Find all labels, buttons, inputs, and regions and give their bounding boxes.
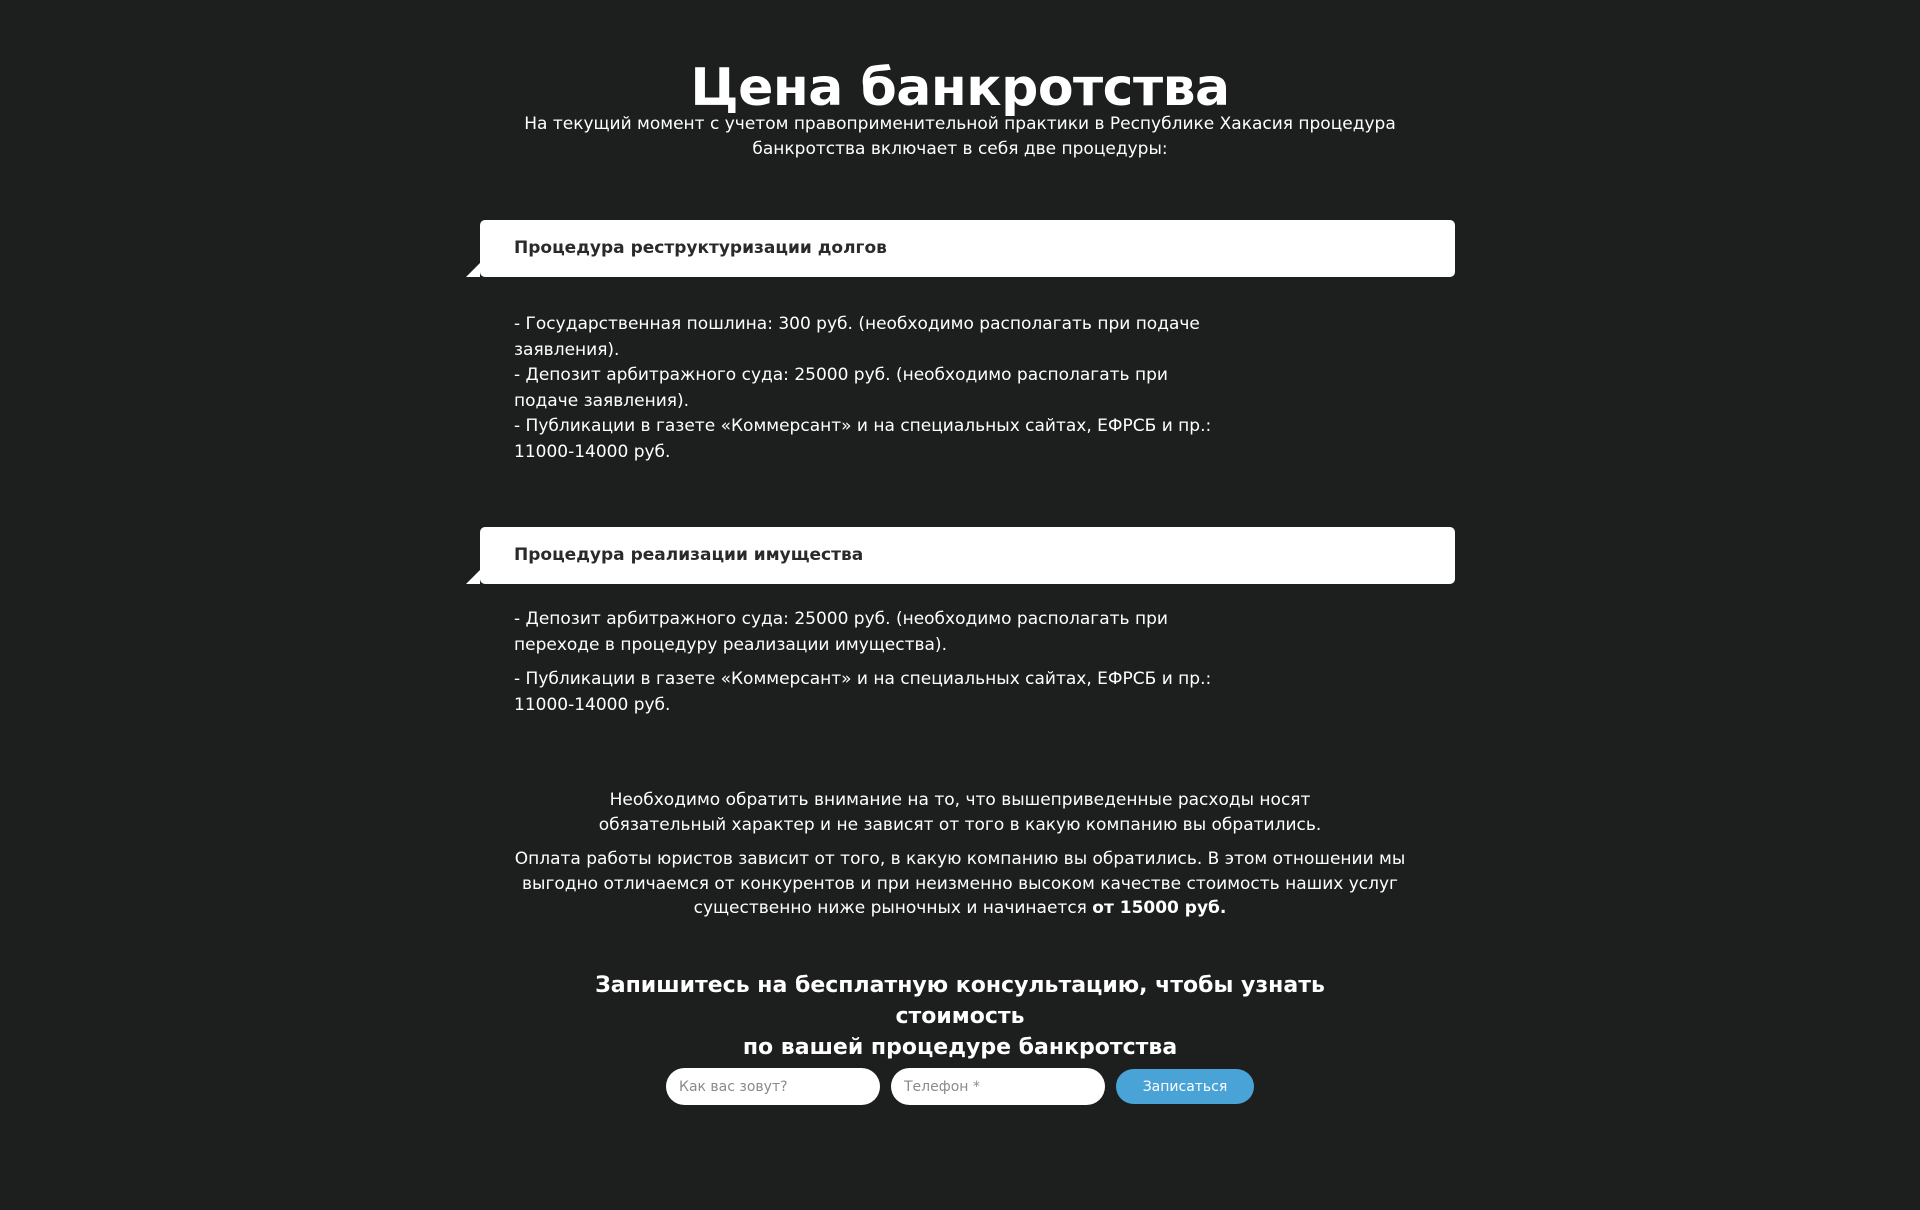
section-heading-restructuring: Процедура реструктуризации долгов — [480, 220, 1455, 277]
phone-input[interactable] — [891, 1068, 1105, 1105]
lawyer-fees-note — [500, 847, 1420, 921]
list-item: - Депозит арбитражного суда: 25000 руб. (необходимо располагать при подаче заявления). — [514, 365, 1168, 411]
list-item: - Публикации в газете «Коммерсант» и на специальных сайтах, ЕФРСБ и пр.: 11000-14000 руб. — [514, 669, 1212, 715]
consultation-cta — [540, 970, 1380, 1063]
submit-button[interactable]: Записаться — [1116, 1069, 1254, 1104]
list-item: - Государственная пошлина: 300 руб. (необходимо располагать при подаче заявления). — [514, 314, 1200, 360]
asset-sale-costs-list — [514, 607, 1234, 727]
price-from: от 15000 руб. — [1092, 898, 1227, 918]
list-item: - Публикации в газете «Коммерсант» и на специальных сайтах, ЕФРСБ и пр.: 11000-14000 руб. — [514, 416, 1212, 462]
section-heading-asset-sale: Процедура реализации имущества — [480, 527, 1455, 584]
list-item: - Депозит арбитражного суда: 25000 руб. (необходимо располагать при переходе в процедуру реализации имущества). — [514, 609, 1168, 655]
cta-line-1: Запишитесь на бесплатную консультацию, чтобы узнать стоимость — [595, 973, 1325, 1029]
lawyer-fees-text: Оплата работы юристов зависит от того, в какую компанию вы обратились. В этом отношении мы выгодно отличаемся от конкурентов и при неизменно высоком качестве стоимость наших услуг существенно ниже рыночных и начинается — [514, 849, 1406, 918]
intro-text: На текущий момент с учетом правоприменительной практики в Республике Хакасия процедура банкротства включает в себя две процедуры: — [524, 114, 1396, 159]
consultation-form — [666, 1068, 1254, 1105]
cta-line-2: по вашей процедуре банкротства — [742, 1035, 1178, 1060]
page-title: Цена банкротства — [690, 57, 1230, 118]
mandatory-costs-note: Необходимо обратить внимание на то, что вышеприведенные расходы носят обязательный характер и не зависят от того в какую компанию вы обратились. — [598, 790, 1322, 835]
name-input[interactable] — [666, 1068, 880, 1105]
restructuring-costs-list — [514, 312, 1234, 465]
